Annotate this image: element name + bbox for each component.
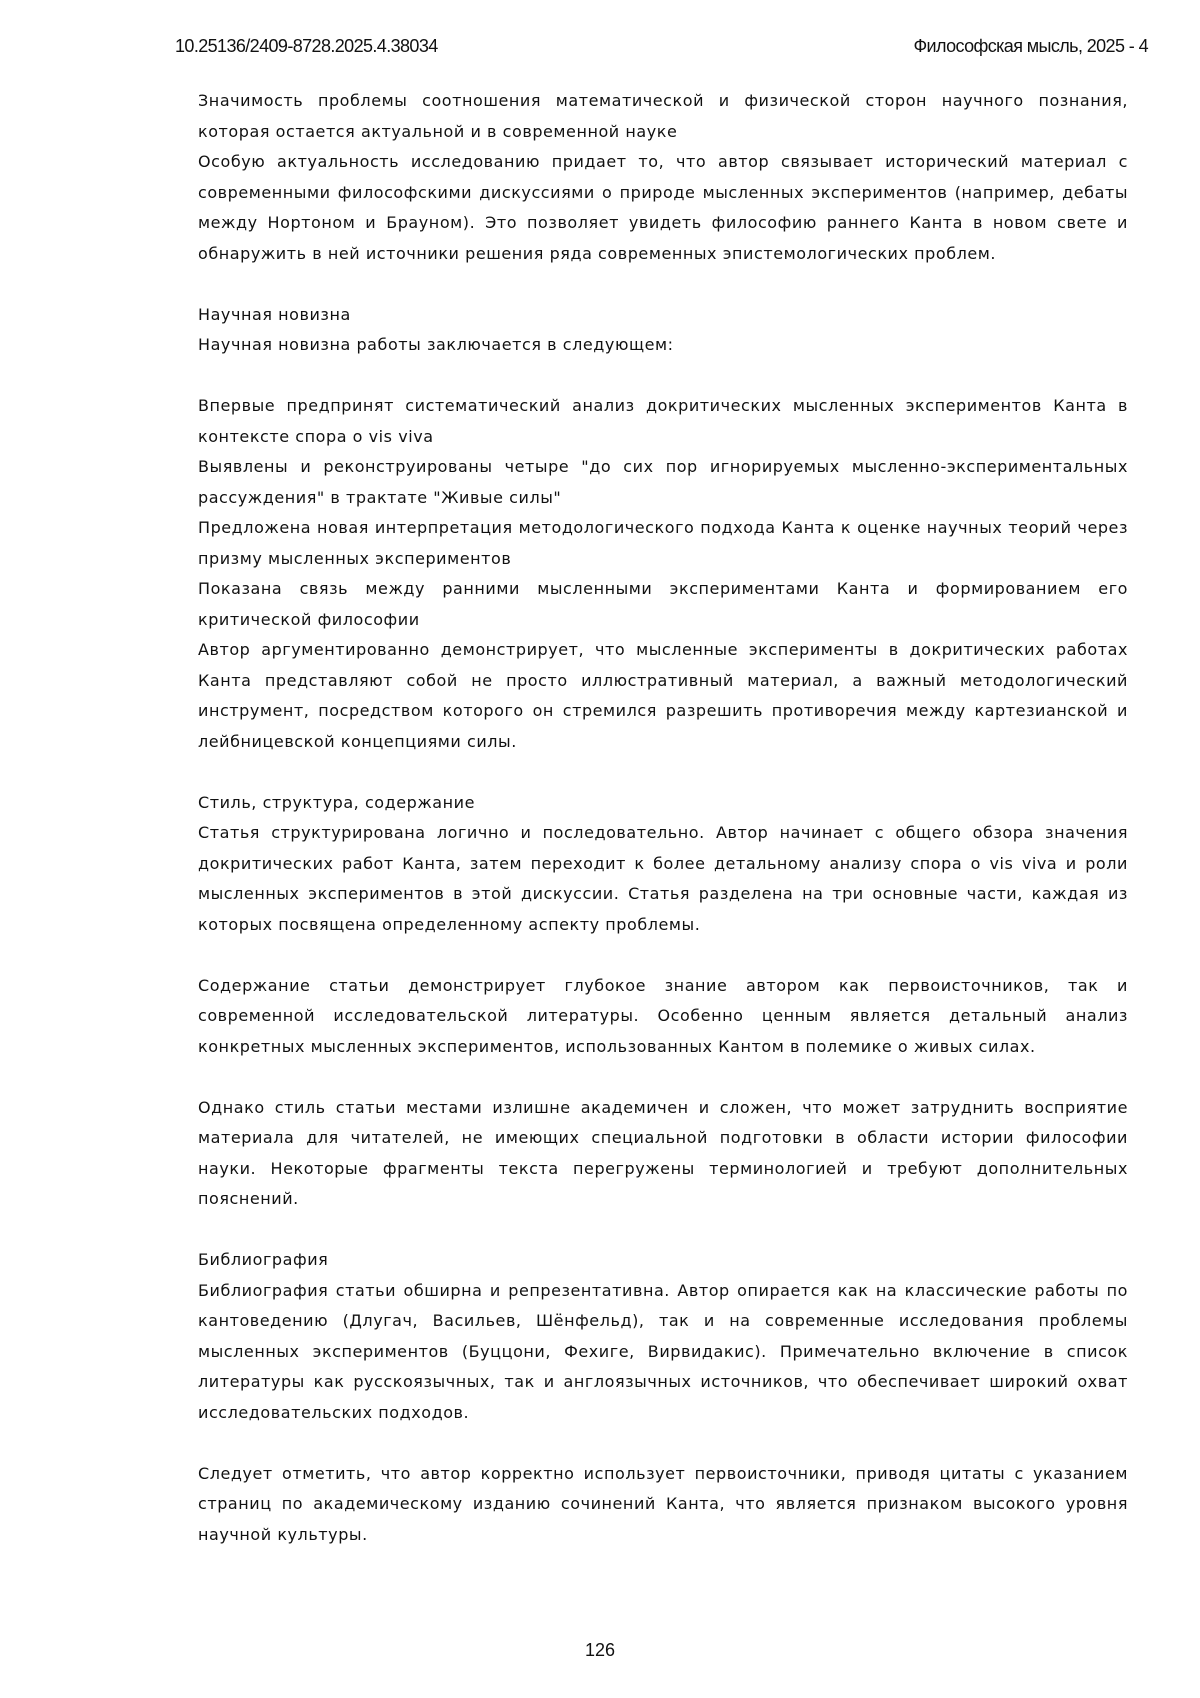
novelty-item: Предложена новая интерпретация методологического подхода Канта к оценке научных теорий через призму мысленных экспериментов	[198, 518, 1128, 568]
paragraph-relevance-2: Особую актуальность исследованию придает то, что автор связывает исторический материал с современными философскими дискуссиями о природе мысленных экспериментов (например, дебаты между Нортоном и Брауном). Это позволяет увидеть философию раннего Канта в новом свете и обнаружить в ней источники решения ряда современных эпистемологических проблем.	[198, 152, 1128, 263]
section-heading-style: Стиль, структура, содержание	[198, 792, 476, 812]
spacer	[198, 757, 1128, 788]
spacer	[198, 269, 1128, 300]
novelty-item: Автор аргументированно демонстрирует, что мысленные эксперименты в докритических работах Канта представляют собой не просто иллюстративный материал, а важный методологический инструмент, посредством которого он стремился разрешить противоречия между картезианской и лейбницевской концепциями силы.	[198, 640, 1128, 751]
paragraph-bibliography-2: Следует отметить, что автор корректно использует первоисточники, приводя цитаты с указанием страниц по академическому изданию сочинений Канта, что является признаком высокого уровня научной культуры.	[198, 1463, 1128, 1544]
section-heading-bibliography: Библиография	[198, 1250, 329, 1269]
spacer	[198, 361, 1128, 392]
novelty-item: Впервые предпринят систематический анализ докритических мысленных экспериментов Канта в контексте спора о vis viva	[198, 396, 1128, 446]
journal-title: Философская мысль, 2025 - 4	[913, 36, 1148, 56]
paragraph-style-3: Однако стиль статьи местами излишне академичен и сложен, что может затруднить восприятие материала для читателей, не имеющих специальной подготовки в области истории философии науки. Некоторые фрагменты текста перегружены терминологией и требуют дополнительных пояснений.	[198, 1097, 1128, 1208]
paragraph-bibliography-1: Библиография статьи обширна и репрезентативна. Автор опирается как на классические работы по кантоведению (Длугач, Васильев, Шёнфельд), так и на современные исследования проблемы мысленных экспериментов (Буццони, Фехиге, Вирвидакис). Примечательно включение в список литературы как русскоязычных, так и англоязычных источников, что обеспечивает широкий охват исследовательских подходов.	[198, 1280, 1128, 1422]
article-body	[198, 86, 1128, 1550]
section-heading-novelty: Научная новизна	[198, 304, 351, 324]
paragraph-style-1: Статья структурирована логично и последовательно. Автор начинает с общего обзора значения докритических работ Канта, затем переходит к более детальному анализу спора о vis viva и роли мысленных экспериментов в этой дискуссии. Статья разделена на три основные части, каждая из которых посвящена определенному аспекту проблемы.	[198, 823, 1128, 934]
page-header	[175, 36, 1148, 62]
page-number: 126	[584, 1640, 616, 1660]
novelty-item: Показана связь между ранними мысленными экспериментами Канта и формированием его критической философии	[198, 579, 1128, 629]
novelty-intro: Научная новизна работы заключается в следующем:	[198, 335, 674, 354]
paragraph-relevance-1: Значимость проблемы соотношения математической и физической сторон научного познания, которая остается актуальной и в современной науке	[198, 91, 1128, 141]
spacer	[198, 1215, 1128, 1246]
spacer	[198, 1062, 1128, 1093]
paragraph-style-2: Содержание статьи демонстрирует глубокое знание автором как первоисточников, так и современной исследовательской литературы. Особенно ценным является детальный анализ конкретных мысленных экспериментов, использованных Кантом в полемике о живых силах.	[198, 975, 1128, 1056]
novelty-item: Выявлены и реконструированы четыре "до сих пор игнорируемых мысленно-экспериментальных рассуждения" в трактате "Живые силы"	[198, 457, 1128, 507]
spacer	[198, 1428, 1128, 1459]
spacer	[198, 940, 1128, 971]
doi-text: 10.25136/2409-8728.2025.4.38034	[175, 36, 438, 56]
